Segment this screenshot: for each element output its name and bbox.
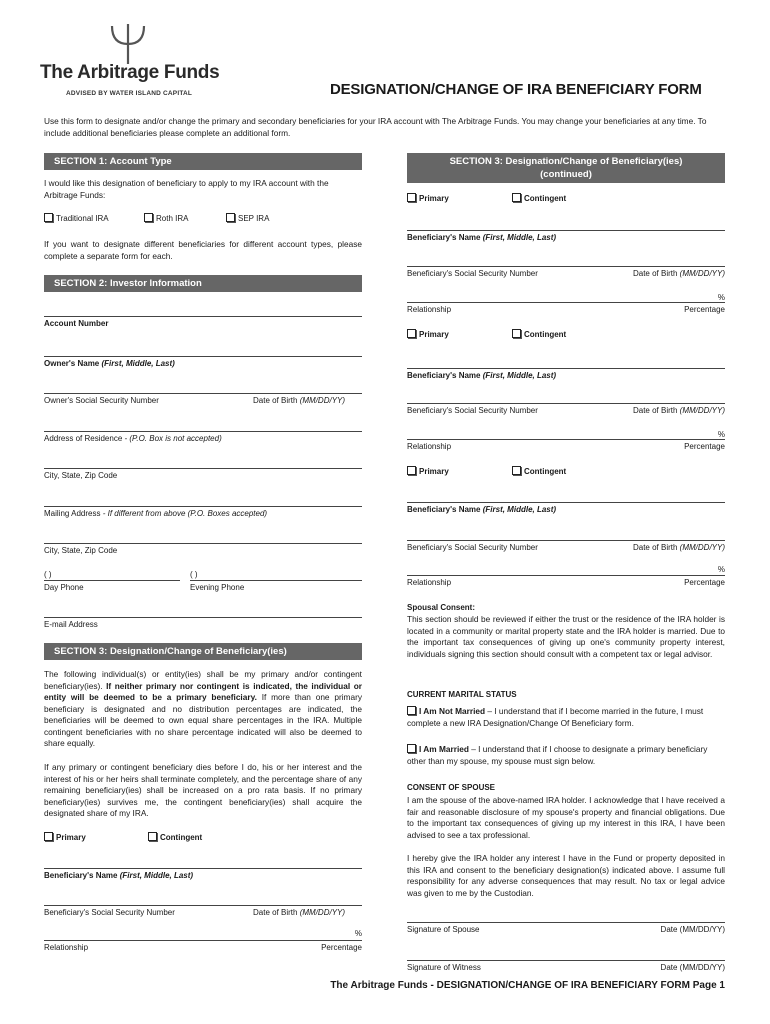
option-traditional-ira[interactable]: Traditional IRA xyxy=(44,214,109,223)
city2-field[interactable] xyxy=(44,543,362,544)
email-label: E-mail Address xyxy=(44,620,98,629)
right3-dob-label: Date of Birth (MM/DD/YY) xyxy=(632,543,725,552)
city-label: City, State, Zip Code xyxy=(44,471,118,480)
right3-primary-checkbox[interactable]: Primary xyxy=(407,467,449,476)
spouse-date-label: Date (MM/DD/YY) xyxy=(660,925,725,934)
right3-ssn-label: Beneficiary's Social Security Number xyxy=(407,543,538,552)
evening-phone-label: Evening Phone xyxy=(190,583,245,592)
checkbox-icon xyxy=(407,706,416,715)
account-number-label: Account Number xyxy=(44,319,109,328)
right1-relationship-field[interactable] xyxy=(407,302,725,303)
right2-contingent-checkbox[interactable]: Contingent xyxy=(512,330,566,339)
checkbox-icon xyxy=(407,744,416,753)
right2-primary-checkbox[interactable]: Primary xyxy=(407,330,449,339)
left-beneficiary-name-label: Beneficiary's Name (First, Middle, Last) xyxy=(44,871,194,880)
right2-name-field[interactable] xyxy=(407,368,725,369)
city2-label: City, State, Zip Code xyxy=(44,546,118,555)
spouse-signature-field[interactable] xyxy=(407,922,725,923)
checkbox-icon xyxy=(512,193,521,202)
checkbox-icon xyxy=(407,466,416,475)
evening-phone-field[interactable] xyxy=(190,580,362,581)
right2-dob-label: Date of Birth (MM/DD/YY) xyxy=(632,406,725,415)
page-footer: The Arbitrage Funds - DESIGNATION/CHANGE OF IRA BENEFICIARY FORM Page 1 xyxy=(330,980,725,991)
evening-phone-paren: ( ) xyxy=(190,570,198,579)
marital-status-title: CURRENT MARITAL STATUS xyxy=(407,690,517,699)
right1-percentage-label: Percentage xyxy=(684,305,725,314)
left-primary-checkbox[interactable]: Primary xyxy=(44,833,86,842)
right1-percent-sign: % xyxy=(717,293,725,302)
city-field[interactable] xyxy=(44,468,362,469)
section2-header: SECTION 2: Investor Information xyxy=(44,275,362,292)
checkbox-icon xyxy=(512,329,521,338)
right3-name-field[interactable] xyxy=(407,502,725,503)
right1-relationship-label: Relationship xyxy=(407,305,452,314)
right3-name-label: Beneficiary's Name (First, Middle, Last) xyxy=(407,505,557,514)
left-contingent-checkbox[interactable]: Contingent xyxy=(148,833,202,842)
intro-text: Use this form to designate and/or change the primary and secondary beneficiaries for your IRA account with The Arbitrage Funds. You may change your beneficiaries at any time. To include additional beneficiaries please complete an additional form. xyxy=(44,116,707,138)
logo-subtitle: ADVISED BY WATER ISLAND CAPITAL xyxy=(66,90,193,97)
right3-percentage-label: Percentage xyxy=(684,578,725,587)
spousal-consent-title: Spousal Consent: xyxy=(407,603,476,612)
day-phone-label: Day Phone xyxy=(44,583,84,592)
left-percent-sign: % xyxy=(354,929,362,938)
day-phone-field[interactable] xyxy=(44,580,180,581)
section3-continued-header: SECTION 3: Designation/Change of Beneficiary(ies) (continued) xyxy=(407,153,725,183)
right2-percent-sign: % xyxy=(717,430,725,439)
right1-dob-label: Date of Birth (MM/DD/YY) xyxy=(632,269,725,278)
address-field[interactable] xyxy=(44,431,362,432)
right2-ssn-label: Beneficiary's Social Security Number xyxy=(407,406,538,415)
section3-paragraph2: If any primary or contingent beneficiary dies before I do, his or her interest and the interest of his or her heirs shall terminate completely, and the percentage share of any remaining beneficiary(ies) shall be increased on a pro rata basis. If no primary beneficiary(ies) survives me, the contingent beneficiary(ies) shall acquire the designated share of my IRA. xyxy=(44,762,362,818)
day-phone-paren: ( ) xyxy=(44,570,52,579)
left-beneficiary-dob-label: Date of Birth (MM/DD/YY) xyxy=(253,908,346,917)
option-sep-ira[interactable]: SEP IRA xyxy=(226,214,269,223)
checkbox-icon xyxy=(407,329,416,338)
checkbox-icon xyxy=(407,193,416,202)
left-relationship-field[interactable] xyxy=(44,940,362,941)
left-beneficiary-ssn-field[interactable] xyxy=(44,905,362,906)
witness-date-label: Date (MM/DD/YY) xyxy=(660,963,725,972)
left-beneficiary-name-field[interactable] xyxy=(44,868,362,869)
section3-paragraph1: The following individual(s) or entity(ies) shall be my primary and/or contingent beneficiary(ies). If neither primary nor contingent is indicated, the individual or entity will be deemed to be a primary beneficiary. If more than one primary beneficiary is designated and no distribution percentages are indicated, the beneficiaries will be deemed to own equal share percentages in the IRA. Multiple contingent beneficiaries with no share percentage indicated will also be deemed to share equally. xyxy=(44,669,362,748)
right1-ssn-label: Beneficiary's Social Security Number xyxy=(407,269,538,278)
mailing-address-field[interactable] xyxy=(44,506,362,507)
section1-header: SECTION 1: Account Type xyxy=(44,153,362,170)
consent-of-spouse-text: I am the spouse of the above-named IRA holder. I acknowledge that I have received a fair and reasonable disclosure of my spouse's property and financial obligations. Due to the important tax consequences of giving up my interest in this IRA, I have been advised to see a tax professional. xyxy=(407,795,725,840)
checkbox-icon xyxy=(44,213,53,222)
spouse-signature-label: Signature of Spouse xyxy=(407,925,480,934)
give-interest-text: I hereby give the IRA holder any interest I have in the Fund or property deposited in this IRA and consent to the beneficiary designation(s) indicated above. I assume full responsibility for any adverse consequences that may result. No tax or legal advice was given to me by the Custodian. xyxy=(407,853,725,898)
right1-primary-checkbox[interactable]: Primary xyxy=(407,194,449,203)
checkbox-icon xyxy=(144,213,153,222)
checkbox-icon xyxy=(44,832,53,841)
checkbox-icon xyxy=(226,213,235,222)
right2-relationship-field[interactable] xyxy=(407,439,725,440)
email-field[interactable] xyxy=(44,617,362,618)
address-label: Address of Residence - (P.O. Box is not accepted) xyxy=(44,434,222,443)
consent-of-spouse-title: CONSENT OF SPOUSE xyxy=(407,783,496,792)
mailing-address-label: Mailing Address - If different from above (P.O. Boxes accepted) xyxy=(44,509,268,518)
right1-name-field[interactable] xyxy=(407,230,725,231)
logo-name: The Arbitrage Funds xyxy=(40,62,220,83)
right3-relationship-field[interactable] xyxy=(407,575,725,576)
spousal-consent-text: This section should be reviewed if either the trust or the residence of the IRA holder is located in a community or marital property state and the IRA holder is married. Due to the important tax consequences of giving up one's community property interest, individuals signing this section should consult with a competent tax or legal advisor. xyxy=(407,614,725,659)
right1-contingent-checkbox[interactable]: Contingent xyxy=(512,194,566,203)
psi-logo-icon xyxy=(108,22,148,66)
married-option[interactable]: I Am Married – I understand that if I choose to designate a primary beneficiary other than my spouse, my spouse must sign below. xyxy=(407,744,708,766)
right1-name-label: Beneficiary's Name (First, Middle, Last) xyxy=(407,233,557,242)
checkbox-icon xyxy=(148,832,157,841)
right3-relationship-label: Relationship xyxy=(407,578,452,587)
owner-name-field[interactable] xyxy=(44,356,362,357)
form-title: DESIGNATION/CHANGE OF IRA BENEFICIARY FORM xyxy=(330,81,702,98)
left-percentage-label: Percentage xyxy=(321,943,362,952)
owner-name-label: Owner's Name (First, Middle, Last) xyxy=(44,359,175,368)
right2-relationship-label: Relationship xyxy=(407,442,452,451)
right2-name-label: Beneficiary's Name (First, Middle, Last) xyxy=(407,371,557,380)
right3-contingent-checkbox[interactable]: Contingent xyxy=(512,467,566,476)
account-number-field[interactable] xyxy=(44,316,362,317)
section1-note: If you want to designate different beneficiaries for different account types, please complete a separate form for each. xyxy=(44,239,362,261)
left-beneficiary-ssn-label: Beneficiary's Social Security Number xyxy=(44,908,175,917)
option-roth-ira[interactable]: Roth IRA xyxy=(144,214,188,223)
witness-signature-field[interactable] xyxy=(407,960,725,961)
owner-ssn-label: Owner's Social Security Number xyxy=(44,396,159,405)
witness-signature-label: Signature of Witness xyxy=(407,963,481,972)
section1-text: I would like this designation of beneficiary to apply to my IRA account with the Arbitrage Funds: xyxy=(44,178,329,200)
right3-percent-sign: % xyxy=(717,565,725,574)
not-married-option[interactable]: I Am Not Married – I understand that if I become married in the future, I must complete a new IRA Designation/Change Of Beneficiary form. xyxy=(407,706,704,728)
checkbox-icon xyxy=(512,466,521,475)
right2-percentage-label: Percentage xyxy=(684,442,725,451)
owner-ssn-field[interactable] xyxy=(44,393,362,394)
owner-dob-label: Date of Birth (MM/DD/YY) xyxy=(253,396,346,405)
right3-ssn-field[interactable] xyxy=(407,540,725,541)
left-relationship-label: Relationship xyxy=(44,943,89,952)
right2-ssn-field[interactable] xyxy=(407,403,725,404)
section3-header: SECTION 3: Designation/Change of Beneficiary(ies) xyxy=(44,643,362,660)
right1-ssn-field[interactable] xyxy=(407,266,725,267)
